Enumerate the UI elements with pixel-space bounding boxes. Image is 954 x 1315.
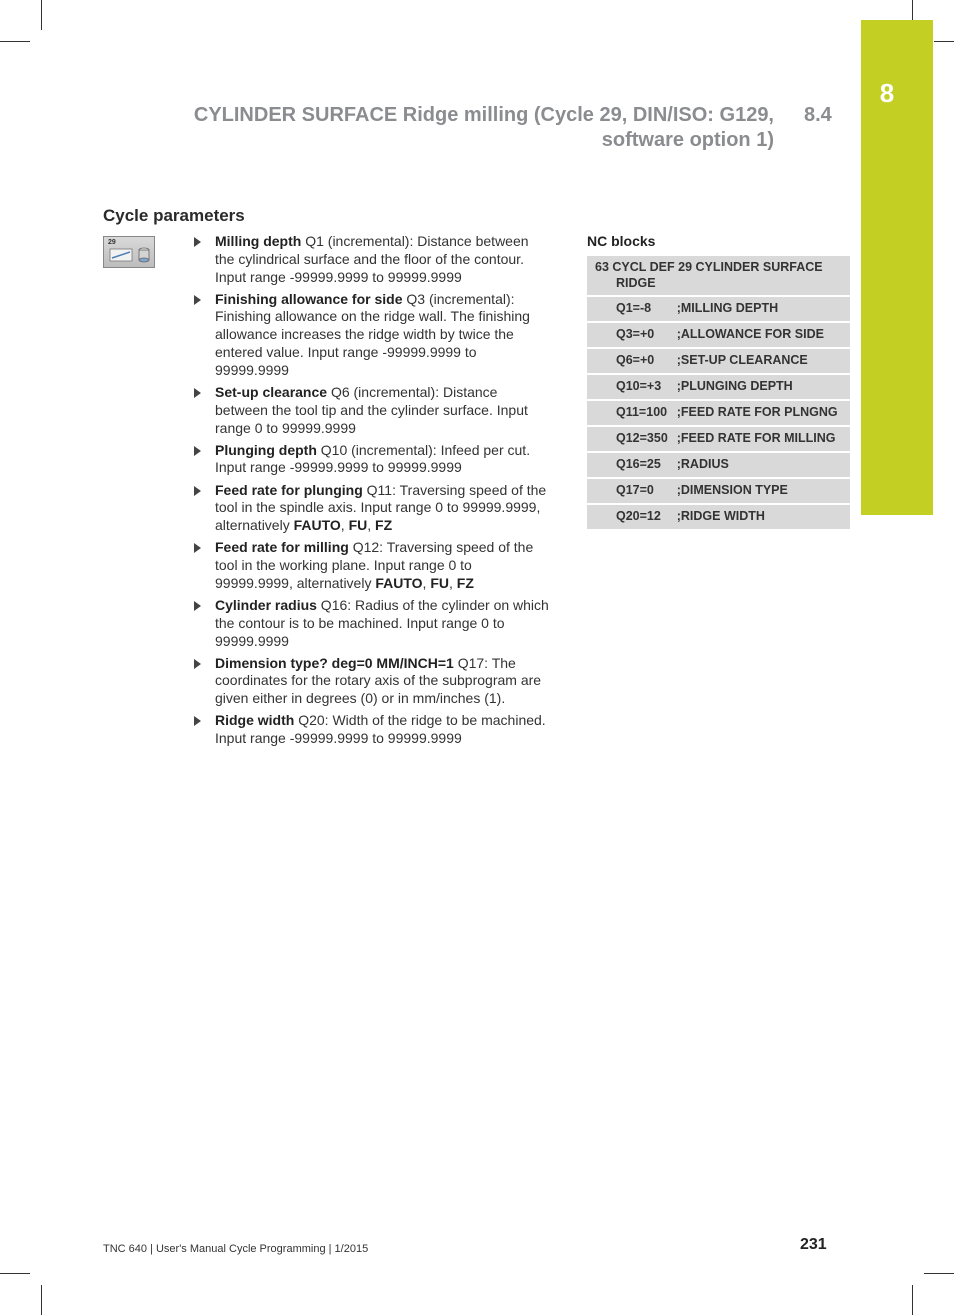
parameter-desc: Q11: Traversing speed of the tool in the spindle axis. Input range 0 to 99999.9999, alternatively <box>215 481 547 534</box>
cycle-parameters-heading: Cycle parameters <box>103 206 245 225</box>
option-separator: , <box>340 517 349 534</box>
footer-text: TNC 640 | User's Manual Cycle Programming | 1/2015 <box>103 1243 369 1255</box>
bullet-arrow-icon <box>194 237 201 247</box>
nc-comment: ;DIMENSION TYPE <box>677 478 850 504</box>
page-title-line2: software option 1) <box>601 129 774 151</box>
nc-block-row <box>587 322 850 348</box>
bullet-arrow-icon <box>194 446 201 456</box>
nc-comment: ;SET-UP CLEARANCE <box>677 348 850 374</box>
nc-comment: ;FEED RATE FOR MILLING <box>677 426 850 452</box>
parameter-name: Finishing allowance for side <box>215 290 403 307</box>
bullet-arrow-icon <box>194 486 201 496</box>
nc-parameter: Q17=0 <box>587 478 677 504</box>
nc-comment: ;FEED RATE FOR PLNGNG <box>677 400 850 426</box>
option-fauto: FAUTO <box>293 517 341 534</box>
nc-comment: ;ALLOWANCE FOR SIDE <box>677 322 850 348</box>
crop-mark <box>0 1273 30 1274</box>
nc-block-row <box>587 374 850 400</box>
crop-mark <box>41 1285 42 1315</box>
chapter-tab <box>861 20 933 515</box>
option-fz: FZ <box>375 517 393 534</box>
parameter-name: Set-up clearance <box>215 383 328 400</box>
option-fauto: FAUTO <box>375 574 423 591</box>
nc-comment: ;PLUNGING DEPTH <box>677 374 850 400</box>
nc-blocks-table <box>587 256 850 531</box>
cycle-29-icon <box>103 236 155 268</box>
crop-mark <box>924 1273 954 1274</box>
bullet-arrow-icon <box>194 388 201 398</box>
parameter-name: Dimension type? deg=0 MM/INCH=1 <box>215 654 454 671</box>
nc-parameter: Q16=25 <box>587 452 677 478</box>
parameter-item <box>194 291 550 380</box>
parameter-desc: Q10 (incremental): Infeed per cut. Input range -99999.9999 to 99999.9999 <box>215 441 531 476</box>
parameter-name: Milling depth <box>215 233 302 249</box>
nc-comment: ;RADIUS <box>677 452 850 478</box>
option-fu: FU <box>348 517 368 534</box>
parameter-desc: Q17: The coordinates for the rotary axis of the subprogram are given either in degrees (0) or in mm/inches (1). <box>215 654 542 707</box>
parameter-name: Feed rate for milling <box>215 539 349 556</box>
nc-block-row <box>587 426 850 452</box>
parameter-desc: Q1 (incremental): Distance between the cylindrical surface and the floor of the contour. Input range -99999.9999 to 99999.9999 <box>215 233 529 285</box>
option-separator: , <box>449 574 457 591</box>
option-separator: , <box>422 574 431 591</box>
nc-block-row <box>587 452 850 478</box>
parameter-desc: Q16: Radius of the cylinder on which the contour is to be machined. Input range 0 to 99999.9999 <box>215 596 549 649</box>
bullet-arrow-icon <box>194 295 201 305</box>
bullet-arrow-icon <box>194 543 201 553</box>
parameter-item <box>194 233 550 286</box>
nc-block-row <box>587 478 850 504</box>
parameter-list <box>194 233 550 752</box>
parameter-name: Cylinder radius <box>215 596 317 613</box>
option-fz: FZ <box>456 574 474 591</box>
nc-comment: ;MILLING DEPTH <box>677 296 850 322</box>
cylinder-ridge-icon <box>104 237 156 269</box>
nc-block-row <box>587 296 850 322</box>
page-title-line1: CYLINDER SURFACE Ridge milling (Cycle 29, DIN/ISO: G129, <box>193 104 774 126</box>
page-title <box>154 103 774 153</box>
parameter-desc: Q3 (incremental): Finishing allowance on the ridge wall. The finishing allowance increases the ridge width by twice the entered value. Input range -99999.9999 to 99999.9999 <box>215 290 530 378</box>
parameter-desc: Q12: Traversing speed of the tool in the working plane. Input range 0 to 99999.9999, alternatively <box>215 539 534 591</box>
crop-mark <box>912 0 913 20</box>
option-fu: FU <box>430 574 449 591</box>
parameter-item <box>194 655 550 708</box>
crop-mark <box>934 41 954 42</box>
parameter-desc: Q6 (incremental): Distance between the tool tip and the cylinder surface. Input range 0 to 99999.9999 <box>215 383 528 436</box>
parameter-item <box>194 712 550 748</box>
parameter-item <box>194 597 550 650</box>
parameter-item <box>194 384 550 437</box>
bullet-arrow-icon <box>194 716 201 726</box>
parameter-name: Plunging depth <box>215 441 317 458</box>
nc-block-header-line2: RIDGE <box>616 276 656 290</box>
nc-block-header-line1: 63 CYCL DEF 29 CYLINDER SURFACE <box>595 260 823 274</box>
nc-parameter: Q10=+3 <box>587 374 677 400</box>
nc-parameter: Q6=+0 <box>587 348 677 374</box>
parameter-desc: Q20: Width of the ridge to be machined. Input range -99999.9999 to 99999.9999 <box>215 712 546 747</box>
nc-block-row <box>587 504 850 530</box>
nc-block-row <box>587 348 850 374</box>
chapter-number: 8 <box>879 78 895 108</box>
nc-parameter: Q20=12 <box>587 504 677 530</box>
crop-mark <box>0 41 30 42</box>
parameter-name: Ridge width <box>215 712 295 729</box>
nc-block-header-row <box>587 256 850 296</box>
parameter-item <box>194 539 550 592</box>
crop-mark <box>912 1285 913 1315</box>
nc-parameter: Q3=+0 <box>587 322 677 348</box>
nc-blocks-heading: NC blocks <box>587 233 656 249</box>
nc-parameter: Q12=350 <box>587 426 677 452</box>
bullet-arrow-icon <box>194 601 201 611</box>
parameter-item <box>194 442 550 478</box>
nc-parameter: Q1=-8 <box>587 296 677 322</box>
bullet-arrow-icon <box>194 659 201 669</box>
nc-parameter: Q11=100 <box>587 400 677 426</box>
nc-comment: ;RIDGE WIDTH <box>677 504 850 530</box>
parameter-item <box>194 482 550 535</box>
section-number: 8.4 <box>804 104 832 126</box>
cycle-icon-label: 29 <box>108 239 116 246</box>
nc-block-header <box>587 256 850 296</box>
nc-block-row <box>587 400 850 426</box>
option-separator: , <box>367 517 376 534</box>
parameter-name: Feed rate for plunging <box>215 481 363 498</box>
page-number: 231 <box>800 1236 827 1253</box>
crop-mark <box>41 0 42 30</box>
